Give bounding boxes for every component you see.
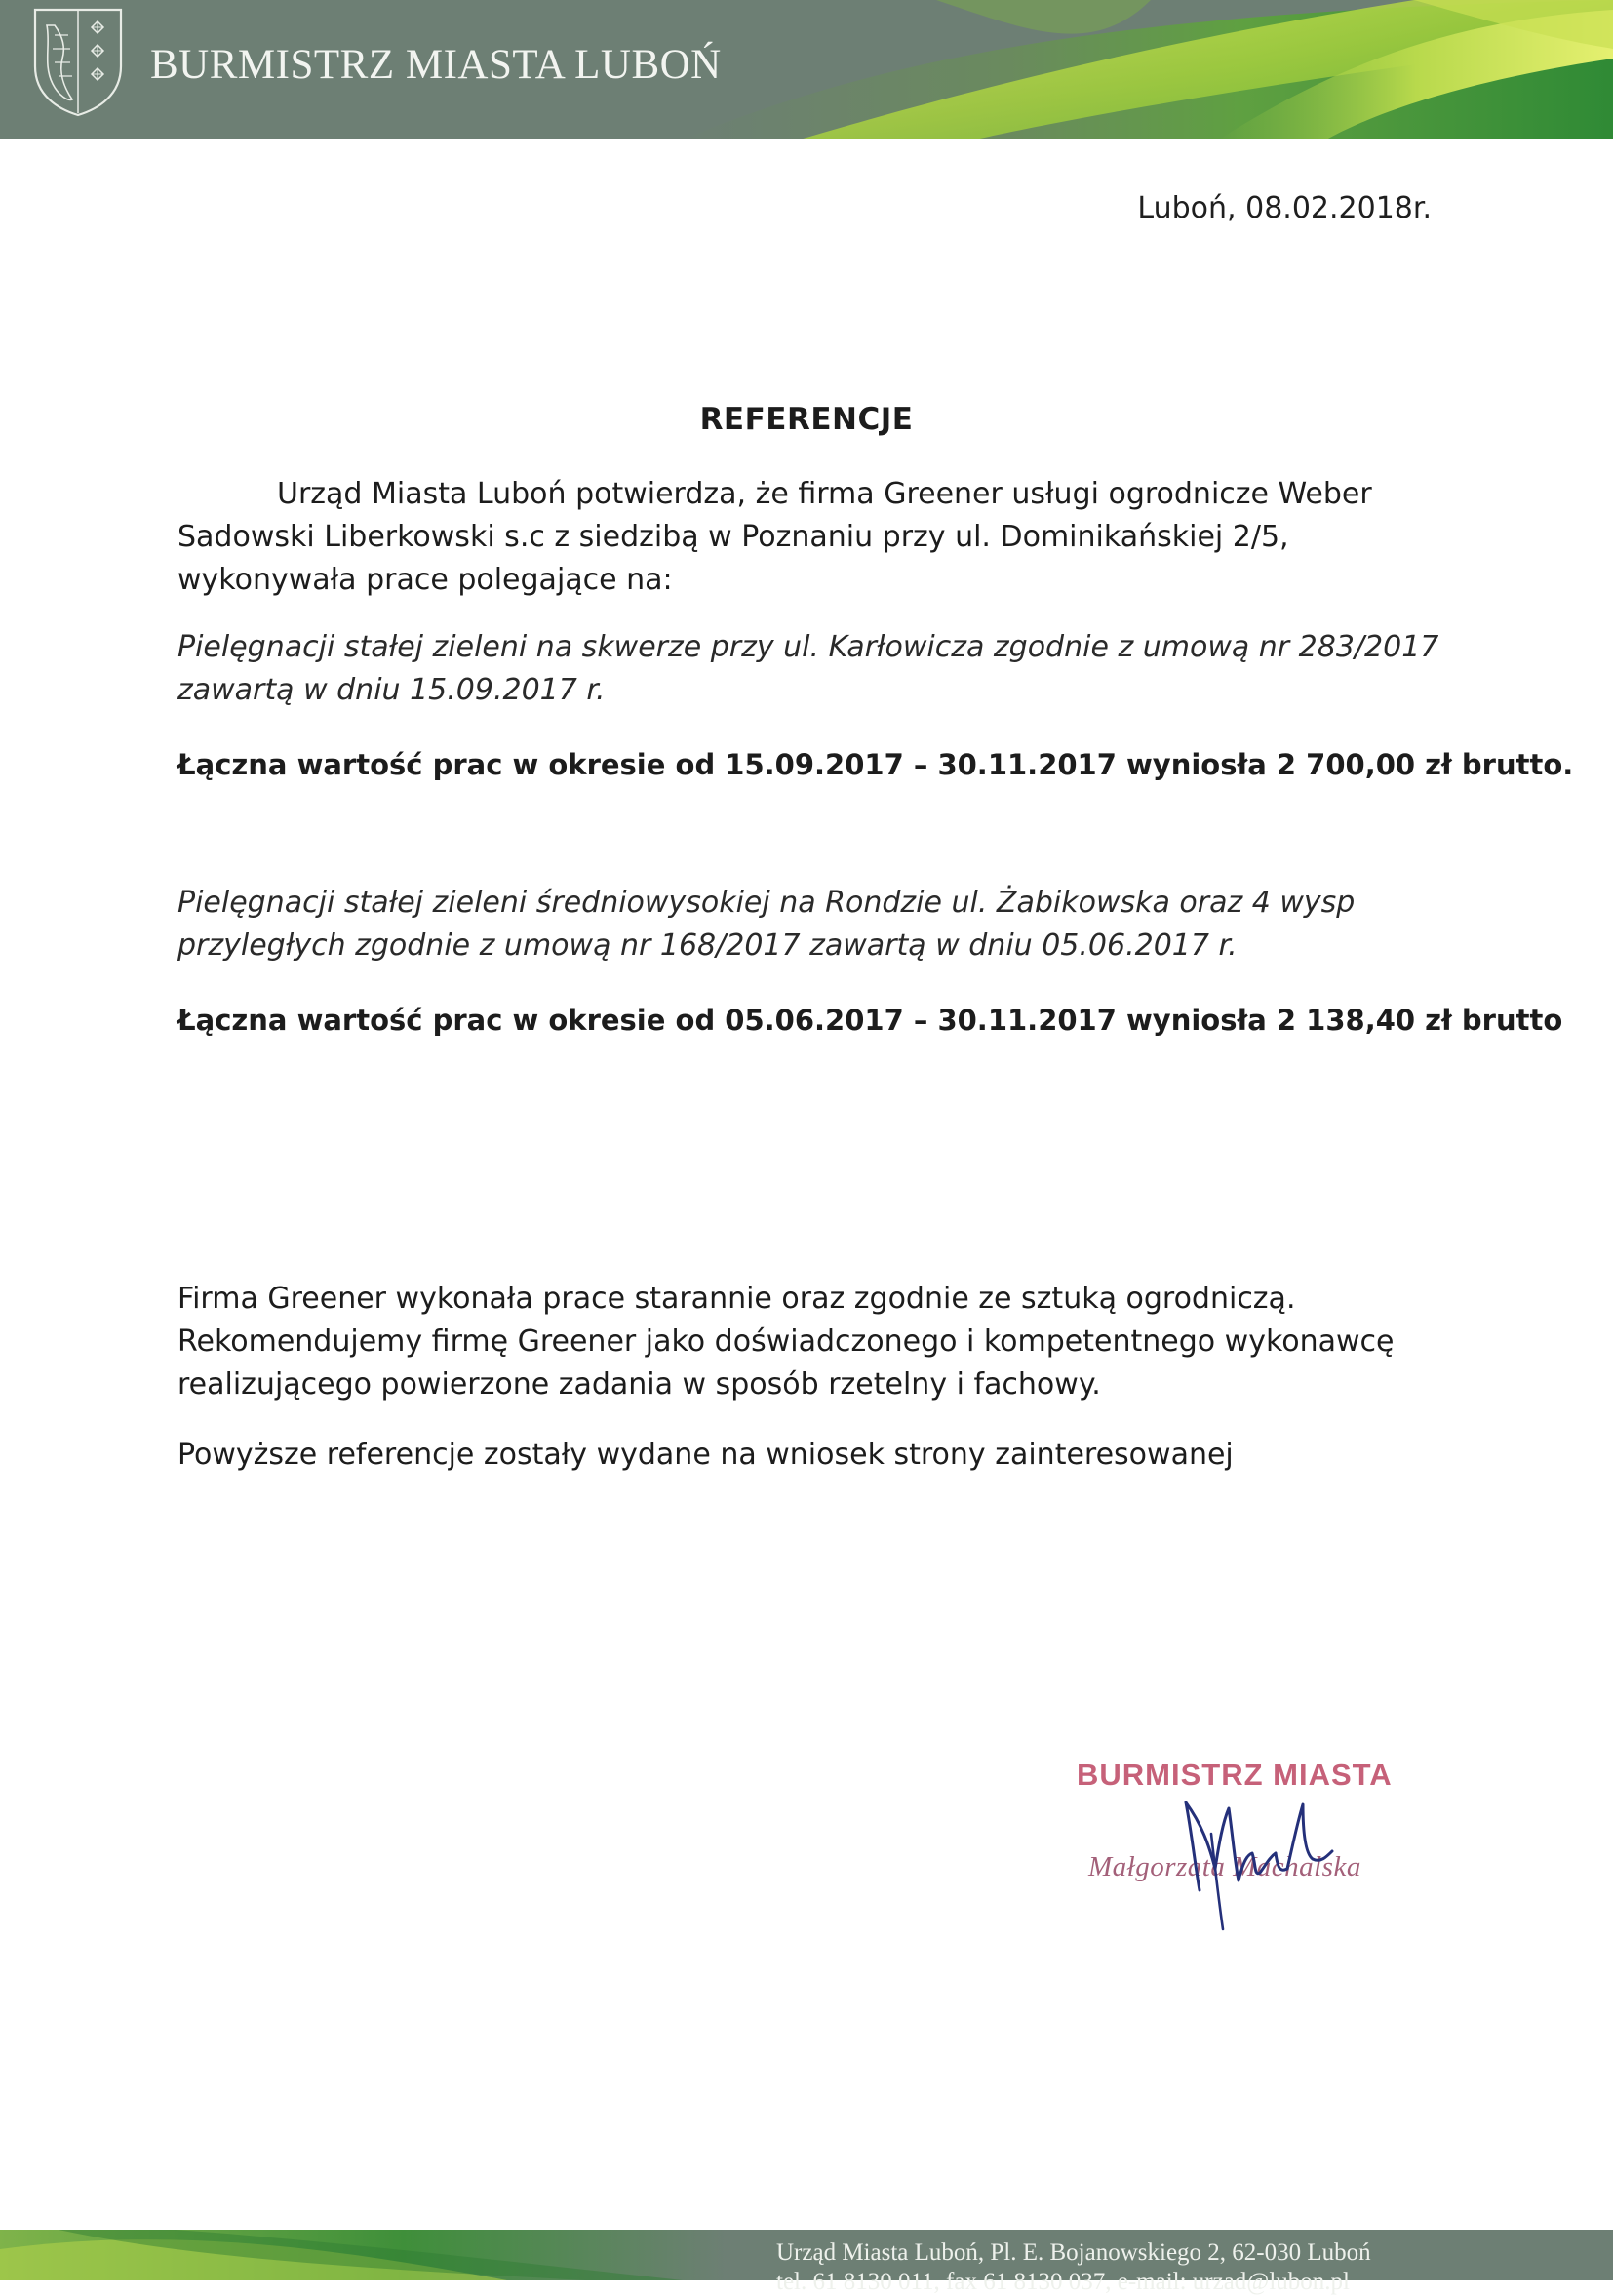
intro-line: Urząd Miasta Luboń potwierdza, że firma Greener usługi ogrodnicze Weber [277,477,1372,511]
closing-paragraph [177,1278,1445,1406]
footer-address: Urząd Miasta Luboń, Pl. E. Bojanowskiego 2, 62-030 Luboń [776,2239,1371,2266]
work-value-2: Łączna wartość prac w okresie od 05.06.2017 – 30.11.2017 wyniosła 2 138,40 zł brutto [177,1004,1563,1037]
intro-line: Sadowski Liberkowski s.c z siedzibą w Poznaniu przy ul. Dominikańskiej 2/5, [177,520,1289,554]
footer-contact: tel. 61 8130 011, fax 61 8130 037, e-mail: urzad@lubon.pl [776,2269,1350,2295]
work-line: Pielęgnacji stałej zieleni średniowysokiej na Rondzie ul. Żabikowska oraz 4 wysp [177,886,1356,920]
coat-of-arms-icon [29,6,127,117]
work-line: Pielęgnacji stałej zieleni na skwerze przy ul. Karłowicza zgodnie z umową nr 283/2017 [177,630,1439,664]
work-description-1 [177,626,1445,712]
work-line: przyległych zgodnie z umową nr 168/2017 zawartą w dniu 05.06.2017 r. [177,929,1238,963]
intro-paragraph [177,473,1445,602]
stamp-title: BURMISTRZ MIASTA [1077,1758,1393,1792]
work-line: zawartą w dniu 15.09.2017 r. [177,673,606,707]
issuance-note: Powyższe referencje zostały wydane na wniosek strony zainteresowanej [177,1438,1234,1472]
intro-line: wykonywała prace polegające na: [177,563,673,597]
closing-line: Firma Greener wykonała prace starannie oraz zgodnie ze sztuką ogrodniczą. [177,1282,1296,1316]
letterhead-header [0,0,1613,139]
stamp-name: Małgorzata Machalska [1088,1851,1361,1882]
work-value-1: Łączna wartość prac w okresie od 15.09.2017 – 30.11.2017 wyniosła 2 700,00 zł brutto. [177,748,1574,781]
closing-line: realizującego powierzone zadania w sposób rzetelny i fachowy. [177,1367,1101,1402]
letterhead-footer [0,2230,1613,2295]
handwritten-signature-icon [1141,1775,1336,1931]
document-date: Luboń, 08.02.2018r. [1137,191,1432,225]
work-description-2 [177,882,1445,968]
official-stamp [1014,1736,1443,1931]
letterhead-title: BURMISTRZ MIASTA LUBOŃ [150,42,722,88]
document-title: REFERENCJE [699,402,914,437]
closing-line: Rekomendujemy firmę Greener jako doświadczonego i kompetentnego wykonawcę [177,1325,1395,1359]
